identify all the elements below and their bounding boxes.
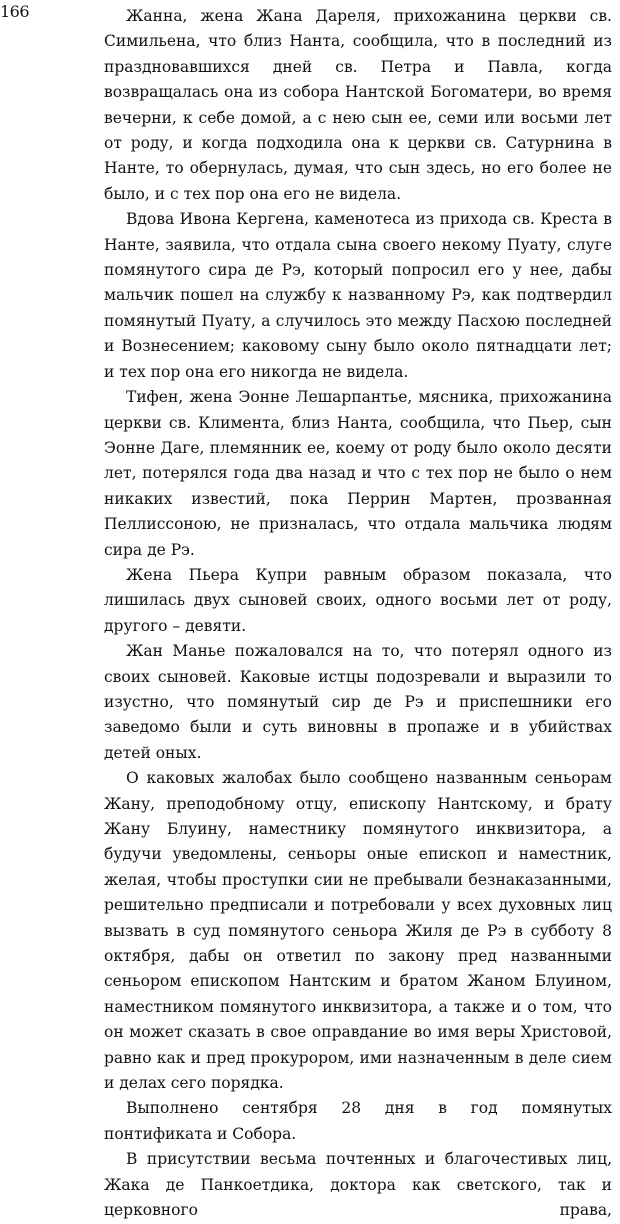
- paragraph-4: Жена Пьера Купри равным образом показала, что лишилась двух сыновей своих, одного восьми лет от роду, другого – девяти.: [104, 565, 612, 635]
- body-text: [104, 4, 612, 1224]
- paragraph-3: Тифен, жена Эонне Лешарпантье, мясника, прихожанина церкви св. Климента, близ Нанта, сообщила, что Пьер, сын Эонне Даге, племянник ее, коему от роду было около десяти лет, потерялся года два назад и что с тех пор не было о нем никаких известий, пока Перрин Мартен, прозванная Пеллиссоною, не призналась, что отдала мальчика людям сира де Рэ.: [104, 388, 612, 559]
- paragraph-7: Выполнено сентября 28 дня в год помянутых понтификата и Собора.: [104, 1099, 612, 1143]
- paragraph-2: Вдова Ивона Кергена, каменотеса из прихода св. Креста в Нанте, заявила, что отдала сына своего некому Пуату, слуге помянутого сира де Рэ, который попросил его у нее, дабы мальчик пошел на службу к названному Рэ, как подтвердил помянутый Пуату, а случилось это между Пасхою последней и Вознесением; каковому сыну было около пятнадцати лет; и тех пор она его никогда не видела.: [104, 210, 612, 381]
- paragraph-5: Жан Манье пожаловался на то, что потерял одного из своих сыновей. Каковые истцы подозревали и выразили то изустно, что помянутый сир де Рэ и приспешники его заведомо были и суть виновны в пропаже и в убийствах детей оных.: [104, 642, 612, 762]
- paragraph-8: В присутствии весьма почтенных и благочестивых лиц, Жака де Панкоетдика, доктора как светского, так и церковного права,: [104, 1150, 612, 1220]
- paragraph-1: Жанна, жена Жана Дареля, прихожанина церкви св. Симильена, что близ Нанта, сообщила, что в последний из праздновавшихся дней св. Петра и Павла, когда возвращалась она из собора Нантской Богоматери, во время вечерни, к себе домой, а с нею сын ее, семи или восьми лет от роду, и когда подходила она к церкви св. Сатурнина в Нанте, то обернулась, думая, что сын здесь, но его более не было, и с тех пор она его не видела.: [104, 7, 612, 203]
- page-number: 166: [0, 2, 30, 21]
- paragraph-6: О каковых жалобах было сообщено названным сеньорам Жану, преподобному отцу, епископу Нантскому, и брату Жану Блуину, наместнику помянутого инквизитора, а будучи уведомлены, сеньоры оные епископ и наместник, желая, чтобы проступки сии не пребывали безнаказанными, решительно предписали и потребовали у всех духовных лиц вызвать в суд помянутого сеньора Жиля де Рэ в субботу 8 октября, дабы он ответил по закону пред названными сеньором епископом Нантским и братом Жаном Блуином, наместником помянутого инквизитора, а также и о том, что он может сказать в свое оправдание во имя веры Христовой, равно как и пред прокурором, ими назначенным в деле сием и делах сего порядка.: [104, 769, 612, 1093]
